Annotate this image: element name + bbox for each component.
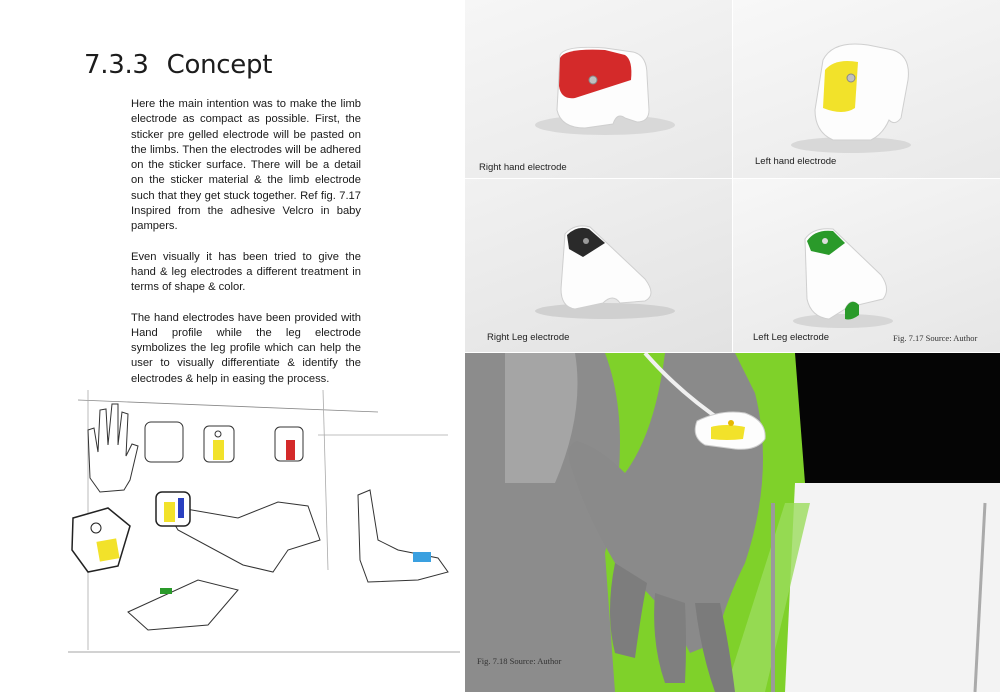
right-leg-electrode-panel bbox=[465, 179, 732, 352]
section-number: 7.3.3 bbox=[84, 50, 149, 80]
paragraph-visual-treatment: Even visually it has been tried to give the hand & leg electrodes a different treatment in terms of shape & color. bbox=[131, 250, 361, 294]
right-hand-electrode-panel bbox=[465, 0, 732, 178]
hand-with-electrode-render bbox=[465, 353, 1000, 692]
electrode-render-grid bbox=[465, 0, 1000, 352]
figure-717-caption: Fig. 7.17 Source: Author bbox=[893, 333, 978, 343]
figure-718-caption: Fig. 7.18 Source: Author bbox=[477, 656, 562, 666]
concept-sketch-illustration bbox=[68, 390, 460, 660]
right-hand-electrode-render bbox=[465, 0, 732, 178]
caption-left-hand-electrode: Left hand electrode bbox=[755, 156, 837, 167]
section-title: Concept bbox=[166, 50, 273, 80]
hand-outline-sketch bbox=[88, 404, 138, 492]
electrode-shape-sketch bbox=[145, 422, 183, 462]
paragraph-profiles: The hand electrodes have been provided with Hand profile while the leg electrode symbolizes the leg profile which can help the user to visually differentiate & identify the electrodes & help in easing the process. bbox=[131, 311, 361, 385]
caption-left-leg-electrode: Left Leg electrode bbox=[753, 332, 830, 343]
hand-render-figure bbox=[465, 353, 1000, 692]
caption-right-hand-electrode: Right hand electrode bbox=[479, 162, 567, 173]
left-leg-electrode-render bbox=[733, 179, 1000, 352]
left-page bbox=[0, 0, 465, 692]
foot-sketch bbox=[358, 490, 448, 582]
caption-right-leg-electrode: Right Leg electrode bbox=[487, 332, 570, 343]
right-leg-electrode-render bbox=[465, 179, 732, 352]
left-leg-electrode-panel bbox=[733, 179, 1000, 352]
left-hand-electrode-panel bbox=[733, 0, 1000, 178]
body-text bbox=[131, 97, 361, 402]
paragraph-intention: Here the main intention was to make the limb electrode as compact as possible. First, the sticker pre gelled electrode will be pasted on the limbs. Then the electrodes will be adhered on the sticker surface. There will be a detail on the sticker material & the limb electrode such that they get stuck together. Ref fig. 7.17 Inspired from the adhesive Velcro in baby pampers. bbox=[131, 98, 361, 233]
left-hand-electrode-render bbox=[733, 0, 1000, 178]
section-heading bbox=[84, 50, 272, 80]
